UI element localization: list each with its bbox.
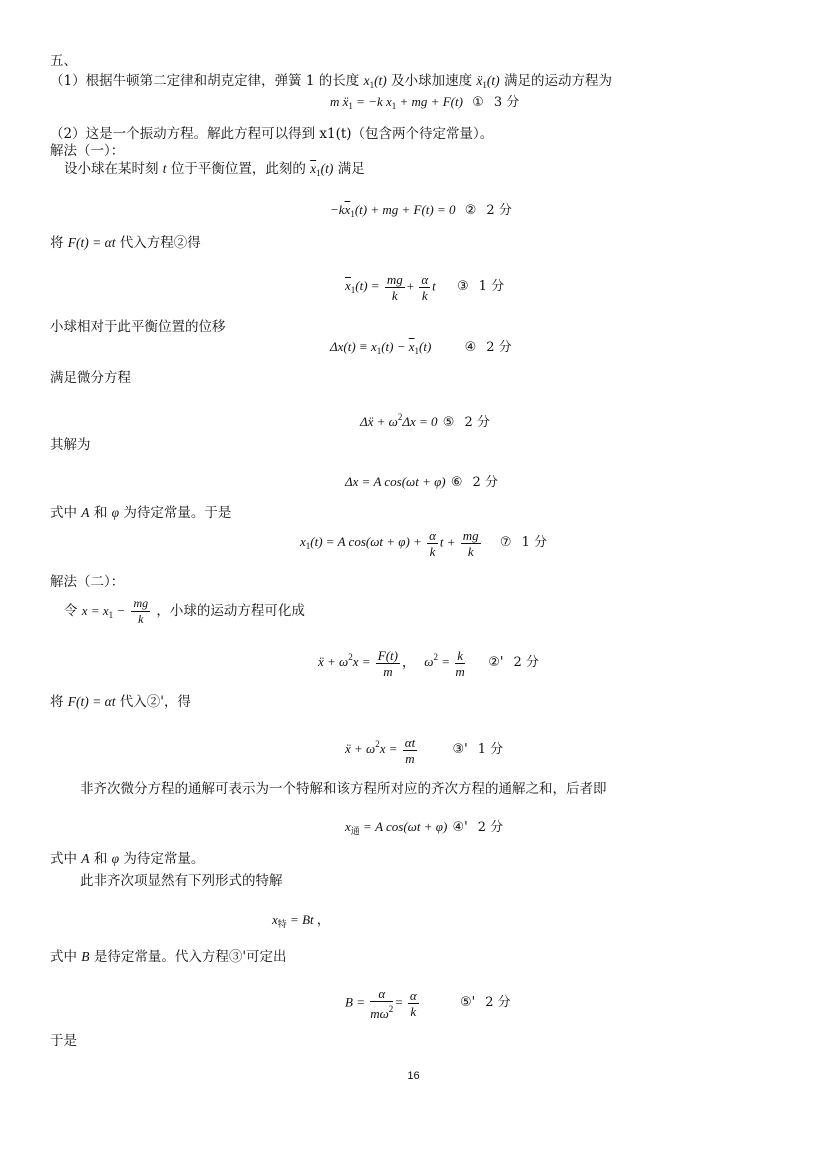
paragraph-9: 令 $x = x_1$ − $\frac{mg}{k}$ ，小球的运动方程可化成 — [64, 596, 305, 626]
paragraph-14: 式中 B 是待定常量。代入方程③'可定出 — [50, 949, 287, 965]
paragraph-15: 于是 — [50, 1033, 77, 1049]
paragraph-3: 设小球在某时刻 t 位于平衡位置，此刻的 $\overline{x}_1(t)$ 满足 — [64, 161, 365, 178]
page-number: 16 — [407, 1070, 420, 1082]
paragraph-4: 将 F(t) = αt 代入方程②得 — [50, 235, 201, 251]
equation-2: $-k\overline{x}_1(t)$ + mg + F(t) = 0 ② 2 分 — [330, 202, 512, 219]
equation-10: $x_通 = A$ cos(ωt + φ) ④' 2 分 — [345, 819, 504, 836]
equation-5: Δẍ + $\omega^2\Delta x = 0$ ⑤ 2 分 — [360, 412, 490, 430]
paragraph-2: （2）这是一个振动方程。解此方程可以得到 x1(t)（包含两个待定常量）。 — [50, 126, 494, 142]
paragraph-8: 式中 A 和 φ 为待定常量。于是 — [50, 505, 232, 521]
equation-4: $\Delta x(t) \equiv x_1(t) - \overline{x}_1(t)$ ④ 2 分 — [330, 339, 512, 356]
method-2-heading: 解法（二）： — [50, 574, 125, 590]
equation-6: Δx = A cos(ωt + φ) ⑥ 2 分 — [345, 474, 498, 490]
equation-1: m ẍ$_1$ = −k $x_1$ + mg + F(t) ① 3 分 — [330, 94, 520, 111]
paragraph-10: 将 F(t) = αt 代入②'，得 — [50, 694, 191, 710]
equation-12: B = $\frac{\alpha}{m\omega^2}$ = $\frac{\alpha}{k}$ ⑤' 2 分 — [345, 986, 511, 1021]
paragraph-12: 式中 A 和 φ 为待定常量。 — [50, 851, 205, 867]
equation-7: $x_1(t) = A$ cos(ωt + φ) + $\frac{\alpha}{k}$ t + $\frac{mg}{k}$ ⑦ 1 分 — [300, 528, 547, 559]
equation-3: $\overline{x}_1(t)$ = $\frac{mg}{k}$ + $\frac{\alpha}{k}$ t ③ 1 分 — [345, 272, 505, 303]
paragraph-11: 非齐次微分方程的通解可表示为一个特解和该方程所对应的齐次方程的通解之和，后者即 — [80, 781, 607, 797]
equation-9: ẍ + $\omega^2x$ = $\frac{\alpha t}{m}$ ③' 1 分 — [345, 735, 504, 766]
equation-11: $x_特 = Bt$ ， — [272, 912, 330, 929]
paragraph-13: 此非齐次项显然有下列形式的特解 — [80, 873, 283, 889]
paragraph-6: 满足微分方程 — [50, 370, 131, 386]
paragraph-7: 其解为 — [50, 437, 91, 453]
equation-8: ẍ + $\omega^2x$ = $\frac{F(t)}{m}$ ， $\omega^2$ = $\frac{k}{m}$ ②' 2 分 — [318, 648, 539, 679]
section-heading: 五、 — [50, 53, 77, 69]
paragraph-1: （1）根据牛顿第二定律和胡克定律，弹簧 1 的长度 $x_1(t)$ 及小球加速度 ẍ$_1$(t) 满足的运动方程为 — [50, 73, 612, 90]
method-1-heading: 解法（一）： — [50, 143, 125, 159]
paragraph-5: 小球相对于此平衡位置的位移 — [50, 319, 226, 335]
